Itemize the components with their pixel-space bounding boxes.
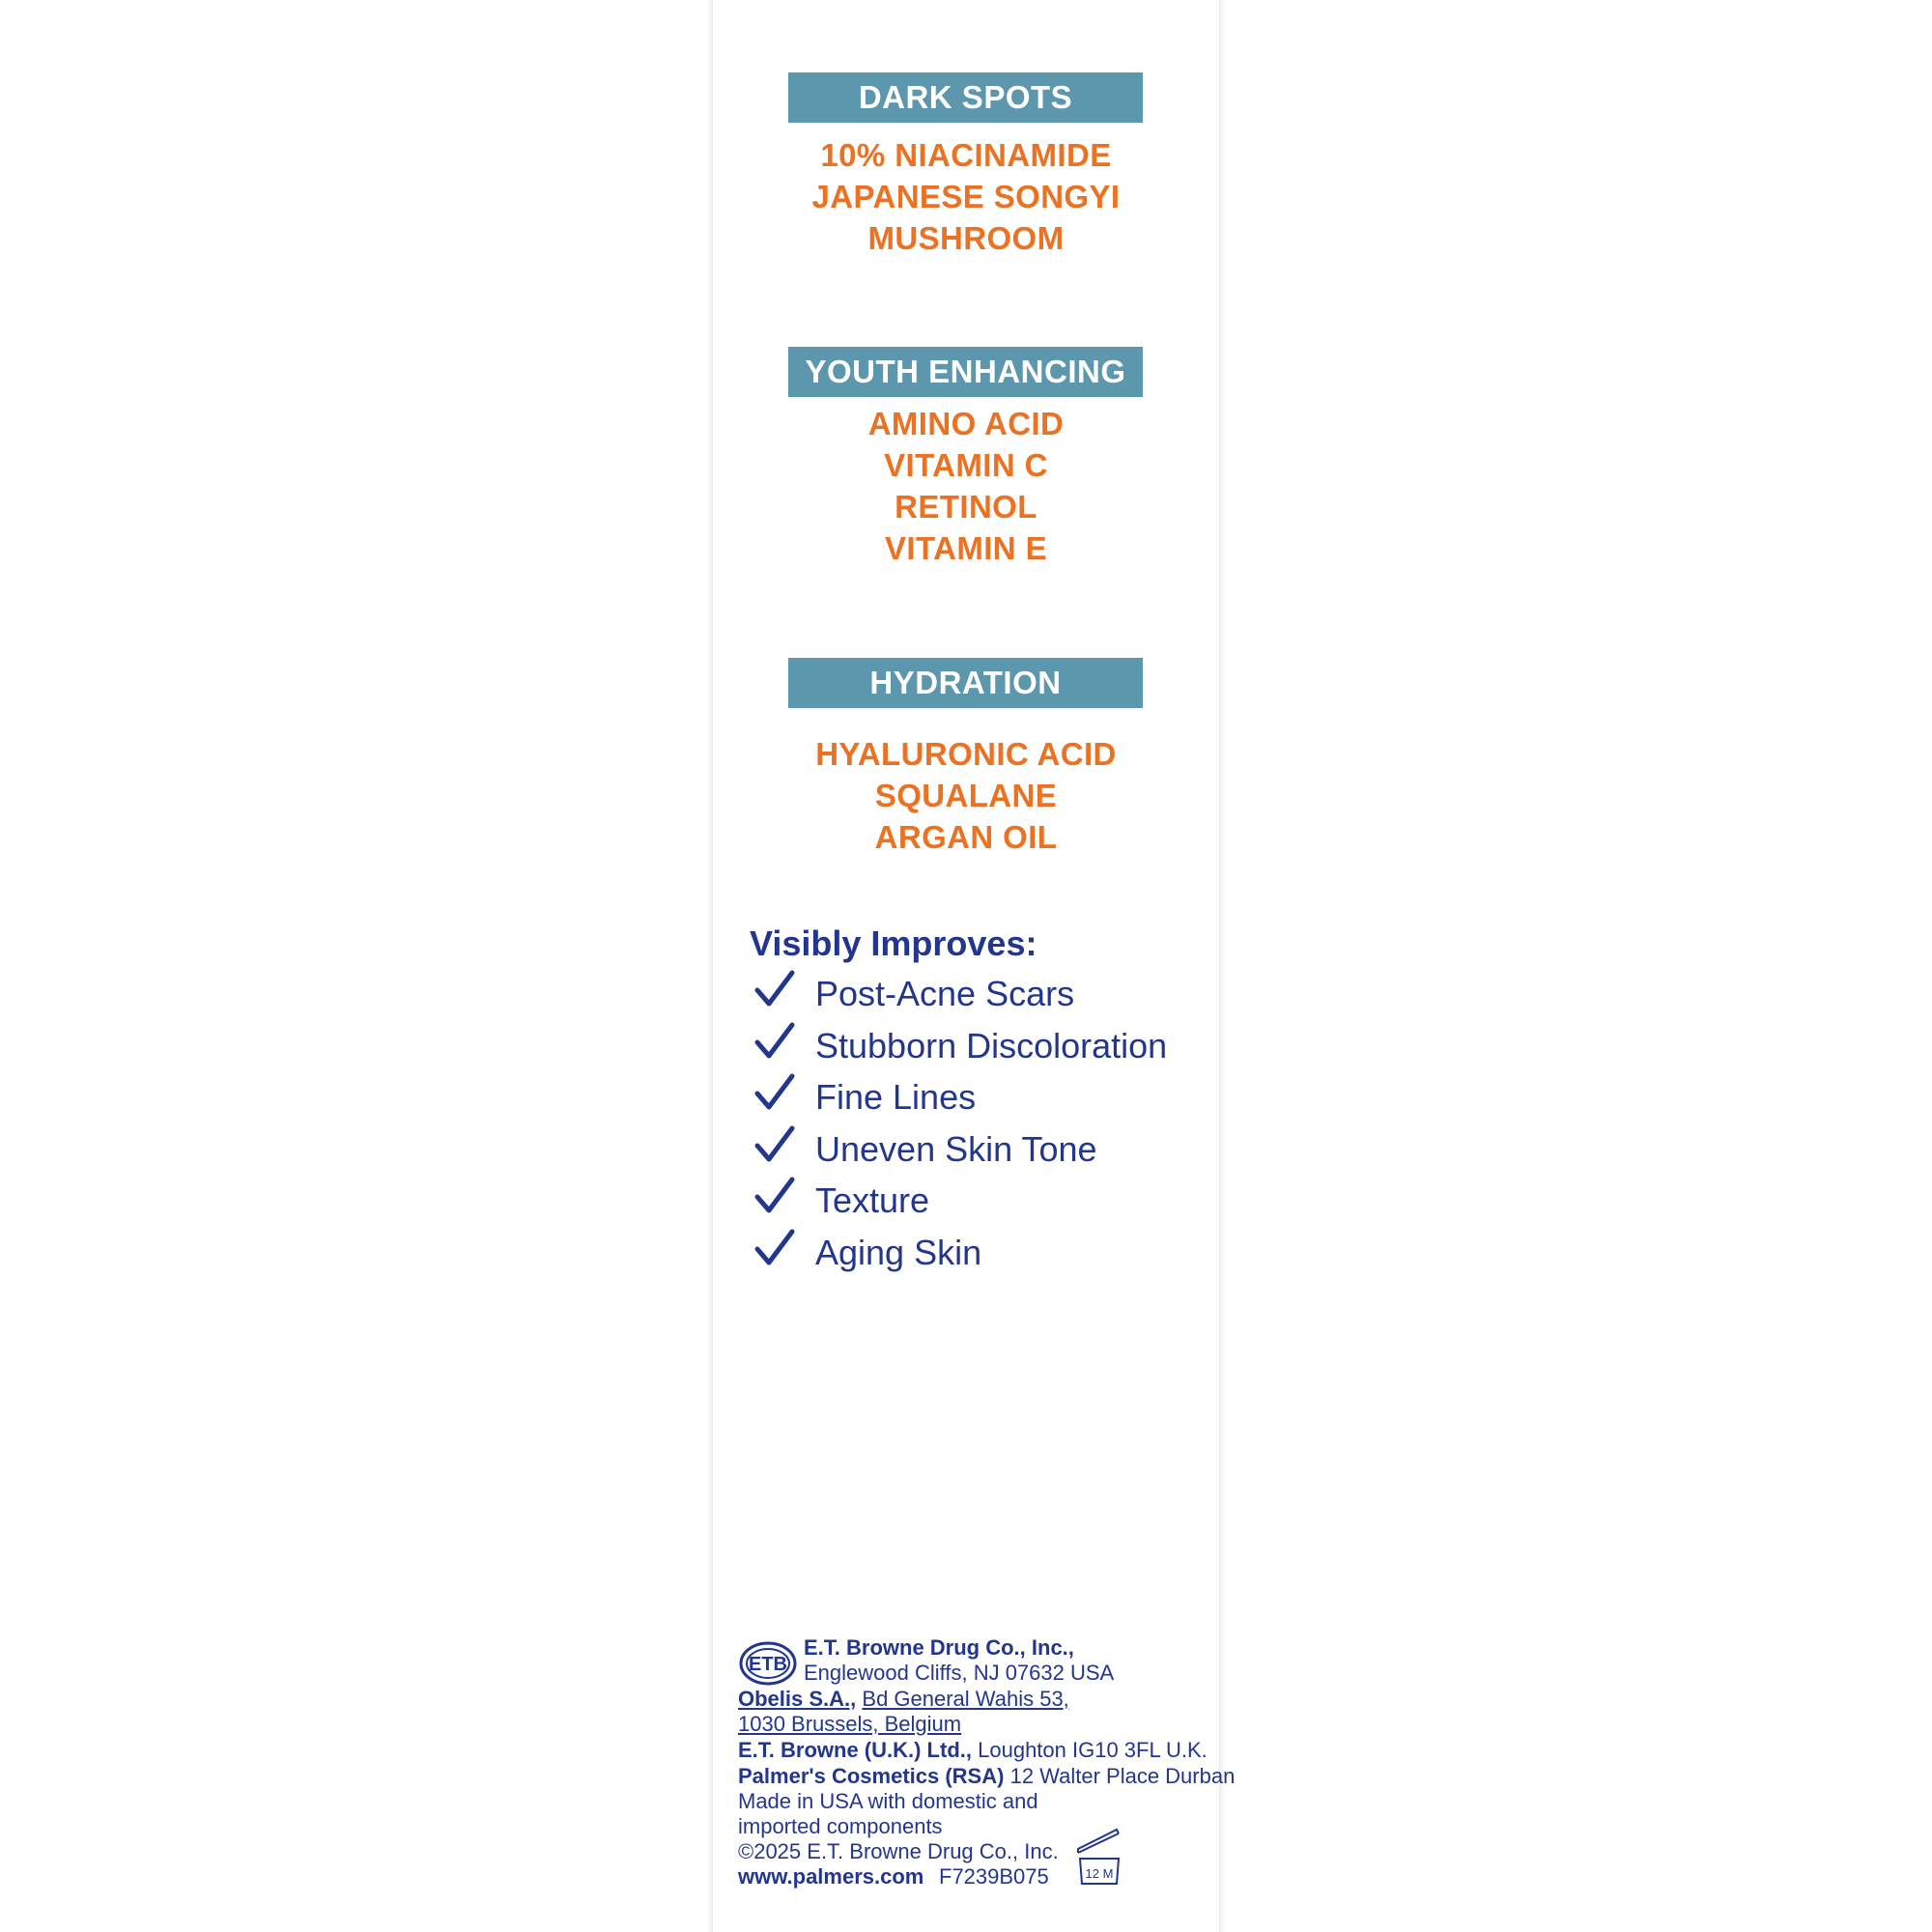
- benefit-item: [750, 1124, 1213, 1177]
- checkmark-icon: [753, 969, 796, 1011]
- copyright: ©2025 E.T. Browne Drug Co., Inc.: [738, 1839, 1059, 1863]
- ingredient-niacinamide: 10% NIACINAMIDE: [820, 137, 1112, 173]
- made-in-line-1: Made in USA with domestic and: [738, 1789, 1038, 1813]
- etb-logo-icon: [738, 1640, 798, 1687]
- ingredient-hyaluronic-acid: HYALURONIC ACID: [815, 736, 1117, 772]
- made-in-line-2: imported components: [738, 1814, 943, 1838]
- eu-rep-city: 1030 Brussels, Belgium: [738, 1712, 962, 1736]
- website-link[interactable]: www.palmers.com: [738, 1864, 924, 1889]
- hydration-ingredients: [713, 733, 1219, 858]
- visibly-improves-title: Visibly Improves:: [750, 923, 1037, 963]
- uk-address: Loughton IG10 3FL U.K.: [978, 1738, 1208, 1762]
- ingredient-squalane: SQUALANE: [874, 778, 1058, 813]
- eu-rep-address: Bd General Wahis 53,: [862, 1687, 1069, 1711]
- benefit-label: Aging Skin: [815, 1232, 982, 1272]
- checkmark-icon: [753, 1176, 796, 1218]
- ingredient-mushroom: MUSHROOM: [867, 220, 1065, 256]
- hydration-header: HYDRATION: [788, 658, 1143, 708]
- checkmark-icon: [753, 1124, 796, 1167]
- eu-rep-name: Obelis S.A.,: [738, 1687, 857, 1711]
- checkmark-icon: [753, 1021, 796, 1064]
- ingredient-songyi: JAPANESE SONGYI: [811, 179, 1121, 214]
- ingredient-vitamin-c: VITAMIN C: [884, 447, 1048, 483]
- product-panel: [713, 0, 1236, 1932]
- uk-name: E.T. Browne (U.K.) Ltd.,: [738, 1738, 972, 1762]
- benefits-list: [750, 969, 1213, 1280]
- rsa-line: [738, 1764, 1235, 1789]
- uk-line: [738, 1738, 1208, 1763]
- svg-text:ETB: ETB: [749, 1654, 787, 1675]
- benefit-label: Post-Acne Scars: [815, 974, 1075, 1013]
- rsa-address: 12 Walter Place Durban: [1009, 1764, 1236, 1788]
- svg-text:12 M: 12 M: [1085, 1866, 1114, 1881]
- ingredient-retinol: RETINOL: [895, 489, 1037, 525]
- company-address: Englewood Cliffs, NJ 07632 USA: [804, 1661, 1115, 1685]
- benefit-label: Texture: [815, 1180, 930, 1221]
- company-name: E.T. Browne Drug Co., Inc.,: [804, 1635, 1074, 1660]
- benefit-item: [750, 969, 1213, 1021]
- product-code: F7239B075: [939, 1864, 1049, 1889]
- ingredient-amino-acid: AMINO ACID: [867, 406, 1065, 441]
- open-jar-icon: [1072, 1824, 1126, 1886]
- benefit-label: Uneven Skin Tone: [815, 1128, 1097, 1169]
- checkmark-icon: [753, 1228, 796, 1270]
- dark-spots-header: DARK SPOTS: [788, 72, 1143, 123]
- benefit-item: [750, 1072, 1213, 1124]
- benefit-label: Fine Lines: [815, 1077, 977, 1118]
- youth-enhancing-header: YOUTH ENHANCING: [788, 347, 1143, 397]
- dark-spots-ingredients: [713, 134, 1219, 259]
- ingredient-vitamin-e: VITAMIN E: [885, 530, 1047, 566]
- youth-ingredients: [713, 403, 1219, 569]
- benefit-item: [750, 1176, 1213, 1228]
- benefit-item: [750, 1021, 1213, 1073]
- rsa-name: Palmer's Cosmetics (RSA): [738, 1764, 1005, 1788]
- benefit-label: Stubborn Discoloration: [815, 1025, 1168, 1065]
- benefit-item: [750, 1228, 1213, 1280]
- ingredient-argan-oil: ARGAN OIL: [874, 819, 1058, 855]
- eu-rep-line: [738, 1687, 1069, 1712]
- checkmark-icon: [753, 1072, 796, 1115]
